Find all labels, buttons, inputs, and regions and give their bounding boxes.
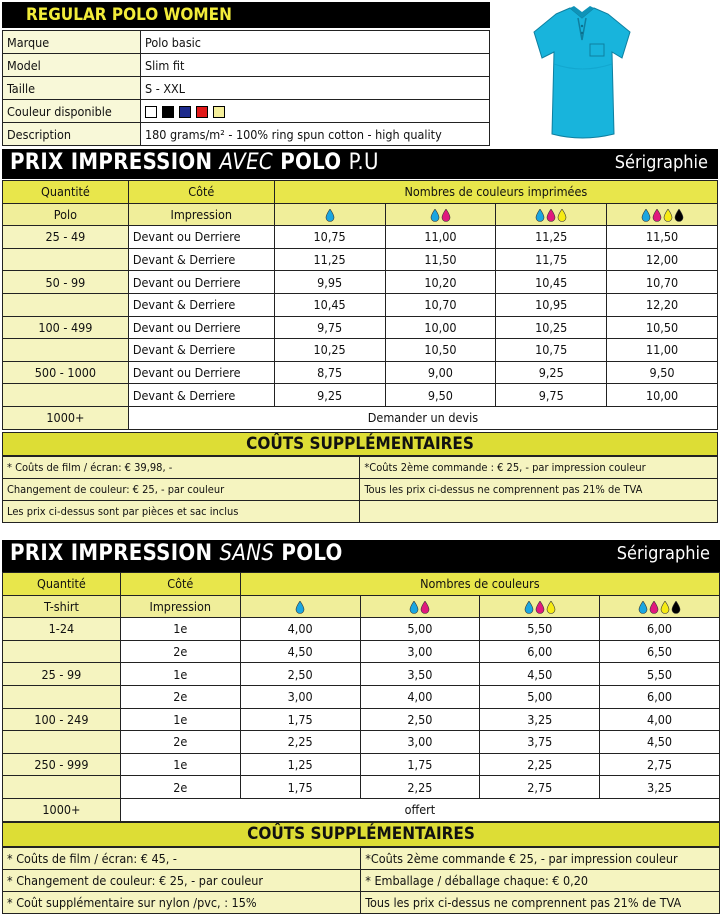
qty-cell: 1000+	[3, 798, 121, 821]
offer-cell: offert	[120, 798, 719, 821]
table-row	[3, 361, 718, 384]
polo-shirt-image	[526, 4, 638, 142]
spec-table	[2, 30, 490, 146]
spec-value: Polo basic	[141, 31, 490, 54]
table-row	[3, 753, 720, 776]
side-subheader: Impression	[128, 203, 274, 226]
price-cell: 10,50	[607, 316, 718, 339]
price-cell: 10,75	[274, 226, 385, 249]
side-cell: Devant ou Derriere	[128, 226, 274, 249]
qty-cell: 250 - 999	[3, 753, 121, 776]
price-cell: 5,50	[600, 663, 720, 686]
cyan-ink-drop-icon	[430, 209, 440, 222]
spec-row	[3, 123, 490, 146]
table-row	[3, 731, 720, 754]
section2-extra-title: COÛTS SUPPLÉMENTAIRES	[2, 822, 720, 847]
qty-cell	[3, 731, 121, 754]
price-cell: 9,25	[496, 361, 607, 384]
extra-cell: Changement de couleur: € 25, - par couleur	[3, 479, 360, 501]
magenta-ink-drop-icon	[652, 209, 662, 222]
yellow-ink-drop-icon	[557, 209, 567, 222]
table-row	[3, 685, 720, 708]
table-row	[3, 384, 718, 407]
black-ink-drop-icon	[671, 601, 681, 614]
qty-cell: 25 - 49	[3, 226, 129, 249]
color-swatch	[145, 106, 157, 118]
price-cell: 9,75	[496, 384, 607, 407]
spec-label: Model	[3, 54, 141, 77]
section1-extra-costs	[2, 456, 718, 523]
spec-row	[3, 54, 490, 77]
qty-cell: 500 - 1000	[3, 361, 129, 384]
magenta-ink-drop-icon	[535, 601, 545, 614]
price-cell: 11,50	[385, 248, 496, 271]
table-row	[3, 316, 718, 339]
price-cell: 2,25	[480, 753, 600, 776]
price-cell: 10,25	[496, 316, 607, 339]
yellow-ink-drop-icon	[663, 209, 673, 222]
table-row	[3, 708, 720, 731]
table-row	[3, 293, 718, 316]
side-cell: Devant ou Derriere	[128, 361, 274, 384]
extra-row	[3, 870, 720, 892]
table-row	[3, 776, 720, 799]
spec-label: Taille	[3, 77, 141, 100]
qty-cell	[3, 248, 129, 271]
side-cell: 1e	[120, 708, 240, 731]
price-cell: 4,00	[240, 618, 360, 641]
colors-header: Nombres de couleurs	[240, 573, 719, 596]
cyan-ink-drop-icon	[535, 209, 545, 222]
table-row-last	[3, 406, 718, 429]
spec-row	[3, 31, 490, 54]
ink-1-color-icon	[274, 203, 385, 226]
price-cell: 3,25	[480, 708, 600, 731]
price-cell: 2,25	[240, 731, 360, 754]
price-cell: 11,00	[385, 226, 496, 249]
spec-value: Slim fit	[141, 54, 490, 77]
extra-cell: * Coût supplémentaire sur nylon /pvc, : 15%	[3, 892, 361, 914]
price-cell: 2,50	[240, 663, 360, 686]
table-row-last	[3, 798, 720, 821]
cyan-ink-drop-icon	[409, 601, 419, 614]
price-cell: 11,50	[607, 226, 718, 249]
price-cell: 5,00	[480, 685, 600, 708]
qty-subheader: Polo	[3, 203, 129, 226]
spec-label: Couleur disponible	[3, 100, 141, 123]
qty-cell	[3, 776, 121, 799]
extra-cell: * Changement de couleur: € 25, - par couleur	[3, 870, 361, 892]
qty-cell: 25 - 99	[3, 663, 121, 686]
price-cell: 9,50	[385, 384, 496, 407]
qty-cell: 1000+	[3, 406, 129, 429]
price-cell: 4,50	[240, 640, 360, 663]
price-cell: 4,50	[600, 731, 720, 754]
price-cell: 9,50	[607, 361, 718, 384]
price-cell: 5,50	[480, 618, 600, 641]
extra-row	[3, 848, 720, 870]
price-cell: 3,00	[360, 731, 480, 754]
cyan-ink-drop-icon	[295, 601, 305, 614]
product-title: REGULAR POLO WOMEN	[2, 2, 490, 28]
side-cell: 2e	[120, 731, 240, 754]
price-cell: 2,25	[360, 776, 480, 799]
price-cell: 6,00	[480, 640, 600, 663]
spec-value: S - XXL	[141, 77, 490, 100]
magenta-ink-drop-icon	[441, 209, 451, 222]
spec-label: Description	[3, 123, 141, 146]
extra-cell: *Coûts 2ème commande : € 25, - par impression couleur	[360, 457, 718, 479]
quote-cell: Demander un devis	[128, 406, 717, 429]
spec-label: Marque	[3, 31, 141, 54]
side-cell: Devant & Derriere	[128, 384, 274, 407]
section2-method: Sérigraphie	[616, 543, 710, 564]
extra-cell: * Coûts de film / écran: € 39,98, -	[3, 457, 360, 479]
price-cell: 10,00	[385, 316, 496, 339]
cyan-ink-drop-icon	[325, 209, 335, 222]
price-cell: 10,70	[385, 293, 496, 316]
price-cell: 11,75	[496, 248, 607, 271]
table-header-row	[3, 181, 718, 204]
section1-method: Sérigraphie	[614, 152, 708, 173]
price-cell: 3,00	[360, 640, 480, 663]
qty-cell: 50 - 99	[3, 271, 129, 294]
price-cell: 12,20	[607, 293, 718, 316]
price-cell: 2,75	[480, 776, 600, 799]
extra-cell: *Coûts 2ème commande € 25, - par impression couleur	[361, 848, 720, 870]
price-cell: 2,75	[600, 753, 720, 776]
table-row	[3, 640, 720, 663]
ink-4-colors-icon	[607, 203, 718, 226]
qty-cell: 100 - 249	[3, 708, 121, 731]
extra-cell	[360, 501, 718, 523]
side-cell: 2e	[120, 640, 240, 663]
price-cell: 11,00	[607, 339, 718, 362]
extra-row	[3, 457, 718, 479]
price-cell: 9,75	[274, 316, 385, 339]
price-cell: 6,00	[600, 685, 720, 708]
section1-title: PRIX IMPRESSION AVEC POLO P.U	[10, 150, 379, 175]
qty-header: Quantité	[3, 181, 129, 204]
cyan-ink-drop-icon	[638, 601, 648, 614]
price-table-without-polo	[2, 572, 720, 822]
price-cell: 10,45	[274, 293, 385, 316]
price-cell: 3,50	[360, 663, 480, 686]
table-row	[3, 226, 718, 249]
price-cell: 3,75	[480, 731, 600, 754]
side-cell: Devant ou Derriere	[128, 316, 274, 339]
extra-row	[3, 479, 718, 501]
price-cell: 5,00	[360, 618, 480, 641]
table-row	[3, 339, 718, 362]
qty-cell	[3, 384, 129, 407]
extra-cell: Tous les prix ci-dessus ne comprennent pas 21% de TVA	[361, 892, 720, 914]
section2-banner	[2, 540, 720, 572]
color-swatch	[196, 106, 208, 118]
section2-extra-costs	[2, 847, 720, 914]
extra-cell: * Emballage / déballage chaque: € 0,20	[361, 870, 720, 892]
qty-cell	[3, 339, 129, 362]
cyan-ink-drop-icon	[641, 209, 651, 222]
price-cell: 4,00	[600, 708, 720, 731]
extra-cell: Les prix ci-dessus sont par pièces et sac inclus	[3, 501, 360, 523]
price-cell: 3,25	[600, 776, 720, 799]
section2-title: PRIX IMPRESSION SANS POLO	[10, 541, 343, 566]
spec-row	[3, 77, 490, 100]
price-cell: 8,75	[274, 361, 385, 384]
qty-header: Quantité	[3, 573, 121, 596]
side-cell: 2e	[120, 776, 240, 799]
extra-row	[3, 892, 720, 914]
section1-extra-title: COÛTS SUPPLÉMENTAIRES	[2, 432, 718, 456]
extra-cell: Tous les prix ci-dessus ne comprennent pas 21% de TVA	[360, 479, 718, 501]
qty-cell: 1-24	[3, 618, 121, 641]
price-cell: 3,00	[240, 685, 360, 708]
side-cell: Devant & Derriere	[128, 339, 274, 362]
section1-banner	[2, 149, 718, 179]
price-cell: 10,95	[496, 293, 607, 316]
price-cell: 4,00	[360, 685, 480, 708]
color-swatch	[179, 106, 191, 118]
black-ink-drop-icon	[674, 209, 684, 222]
magenta-ink-drop-icon	[420, 601, 430, 614]
side-cell: 1e	[120, 753, 240, 776]
ink-3-colors-icon	[480, 595, 600, 618]
qty-cell	[3, 293, 129, 316]
price-cell: 2,50	[360, 708, 480, 731]
price-cell: 10,50	[385, 339, 496, 362]
table-subheader-row	[3, 203, 718, 226]
price-table-with-polo	[2, 180, 718, 430]
table-row	[3, 663, 720, 686]
price-cell: 6,00	[600, 618, 720, 641]
side-cell: Devant & Derriere	[128, 293, 274, 316]
spec-value: 180 grams/m² - 100% ring spun cotton - high quality	[141, 123, 490, 146]
ink-1-color-icon	[240, 595, 360, 618]
color-swatch	[162, 106, 174, 118]
price-cell: 10,20	[385, 271, 496, 294]
price-cell: 11,25	[496, 226, 607, 249]
qty-cell: 100 - 499	[3, 316, 129, 339]
colors-header: Nombres de couleurs imprimées	[274, 181, 717, 204]
spec-row	[3, 100, 490, 123]
qty-cell	[3, 685, 121, 708]
magenta-ink-drop-icon	[649, 601, 659, 614]
price-cell: 1,75	[240, 708, 360, 731]
yellow-ink-drop-icon	[660, 601, 670, 614]
price-cell: 10,45	[496, 271, 607, 294]
side-header: Côté	[120, 573, 240, 596]
price-cell: 9,00	[385, 361, 496, 384]
price-cell: 12,00	[607, 248, 718, 271]
side-subheader: Impression	[120, 595, 240, 618]
ink-2-colors-icon	[360, 595, 480, 618]
price-cell: 10,00	[607, 384, 718, 407]
side-cell: 1e	[120, 663, 240, 686]
price-cell: 10,70	[607, 271, 718, 294]
table-subheader-row	[3, 595, 720, 618]
price-cell: 1,25	[240, 753, 360, 776]
side-cell: 2e	[120, 685, 240, 708]
price-cell: 10,75	[496, 339, 607, 362]
magenta-ink-drop-icon	[546, 209, 556, 222]
ink-2-colors-icon	[385, 203, 496, 226]
table-row	[3, 248, 718, 271]
side-cell: 1e	[120, 618, 240, 641]
price-cell: 9,95	[274, 271, 385, 294]
color-swatches	[141, 100, 490, 123]
price-cell: 11,25	[274, 248, 385, 271]
yellow-ink-drop-icon	[546, 601, 556, 614]
table-row	[3, 618, 720, 641]
extra-cell: * Coûts de film / écran: € 45, -	[3, 848, 361, 870]
qty-subheader: T-shirt	[3, 595, 121, 618]
cyan-ink-drop-icon	[524, 601, 534, 614]
price-cell: 1,75	[360, 753, 480, 776]
price-cell: 1,75	[240, 776, 360, 799]
price-cell: 6,50	[600, 640, 720, 663]
color-swatch	[213, 106, 225, 118]
side-cell: Devant & Derriere	[128, 248, 274, 271]
table-row	[3, 271, 718, 294]
table-header-row	[3, 573, 720, 596]
qty-cell	[3, 640, 121, 663]
extra-row	[3, 501, 718, 523]
ink-3-colors-icon	[496, 203, 607, 226]
price-cell: 4,50	[480, 663, 600, 686]
price-cell: 10,25	[274, 339, 385, 362]
side-cell: Devant ou Derriere	[128, 271, 274, 294]
price-cell: 9,25	[274, 384, 385, 407]
side-header: Côté	[128, 181, 274, 204]
ink-4-colors-icon	[600, 595, 720, 618]
